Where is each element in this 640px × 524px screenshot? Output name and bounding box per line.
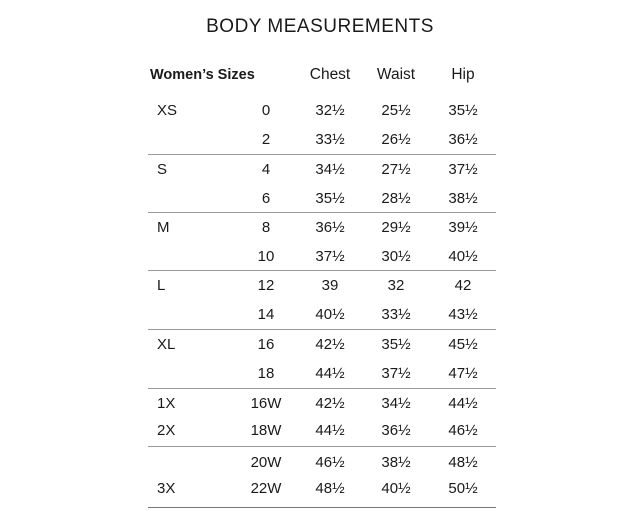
- chest-value: 35½: [315, 190, 345, 207]
- row-divider: [148, 270, 496, 271]
- size-number: 8: [261, 219, 271, 236]
- chest-value: 36½: [315, 219, 345, 236]
- row-divider: [148, 507, 496, 508]
- hip-value: 38½: [448, 190, 478, 207]
- chest-value: 33½: [315, 131, 345, 148]
- waist-value: 28½: [381, 190, 411, 207]
- hip-value: 36½: [448, 131, 478, 148]
- chest-value: 44½: [315, 365, 345, 382]
- chest-value: 40½: [315, 306, 345, 323]
- chest-value: 44½: [315, 422, 345, 439]
- size-number: 14: [257, 306, 275, 323]
- hip-value: 39½: [448, 219, 478, 236]
- size-number: 12: [257, 277, 275, 294]
- size-number: 0: [261, 102, 271, 119]
- chest-value: 42½: [315, 336, 345, 353]
- waist-value: 33½: [381, 306, 411, 323]
- hip-value: 40½: [448, 248, 478, 265]
- chest-value: 42½: [315, 395, 345, 412]
- chest-value: 37½: [315, 248, 345, 265]
- waist-value: 25½: [381, 102, 411, 119]
- chest-value: 34½: [315, 161, 345, 178]
- size-group-label: XL: [157, 336, 176, 353]
- waist-value: 38½: [381, 454, 411, 471]
- chest-value: 32½: [315, 102, 345, 119]
- page-title: BODY MEASUREMENTS: [206, 16, 434, 37]
- waist-value: 40½: [381, 480, 411, 497]
- row-divider: [148, 154, 496, 155]
- row-divider: [148, 446, 496, 447]
- size-number: 18W: [250, 422, 282, 439]
- hip-value: 35½: [448, 102, 478, 119]
- size-group-label: M: [157, 219, 170, 236]
- hip-value: 43½: [448, 306, 478, 323]
- size-number: 16: [257, 336, 275, 353]
- header-chest: Chest: [309, 66, 351, 83]
- waist-value: 29½: [381, 219, 411, 236]
- row-divider: [148, 329, 496, 330]
- size-number: 6: [261, 190, 271, 207]
- size-number: 22W: [250, 480, 282, 497]
- size-number: 10: [257, 248, 275, 265]
- waist-value: 32: [387, 277, 405, 294]
- hip-value: 37½: [448, 161, 478, 178]
- chest-value: 46½: [315, 454, 345, 471]
- size-group-label: S: [157, 161, 168, 178]
- size-group-label: L: [157, 277, 166, 294]
- size-number: 18: [257, 365, 275, 382]
- waist-value: 37½: [381, 365, 411, 382]
- size-group-label: 2X: [157, 422, 176, 439]
- header-womens-sizes: Women’s Sizes: [150, 67, 255, 83]
- size-number: 16W: [250, 395, 282, 412]
- waist-value: 27½: [381, 161, 411, 178]
- header-waist: Waist: [376, 66, 416, 83]
- chest-value: 39: [321, 277, 339, 294]
- hip-value: 50½: [448, 480, 478, 497]
- size-number: 20W: [250, 454, 282, 471]
- waist-value: 35½: [381, 336, 411, 353]
- chest-value: 48½: [315, 480, 345, 497]
- waist-value: 30½: [381, 248, 411, 265]
- size-number: 4: [261, 161, 271, 178]
- size-group-label: 1X: [157, 395, 176, 412]
- hip-value: 44½: [448, 395, 478, 412]
- hip-value: 46½: [448, 422, 478, 439]
- size-group-label: 3X: [157, 480, 176, 497]
- row-divider: [148, 388, 496, 389]
- hip-value: 48½: [448, 454, 478, 471]
- row-divider: [148, 212, 496, 213]
- waist-value: 34½: [381, 395, 411, 412]
- hip-value: 47½: [448, 365, 478, 382]
- hip-value: 42: [454, 277, 472, 294]
- header-hip: Hip: [451, 66, 475, 83]
- size-group-label: XS: [157, 102, 178, 119]
- size-number: 2: [261, 131, 271, 148]
- waist-value: 26½: [381, 131, 411, 148]
- waist-value: 36½: [381, 422, 411, 439]
- hip-value: 45½: [448, 336, 478, 353]
